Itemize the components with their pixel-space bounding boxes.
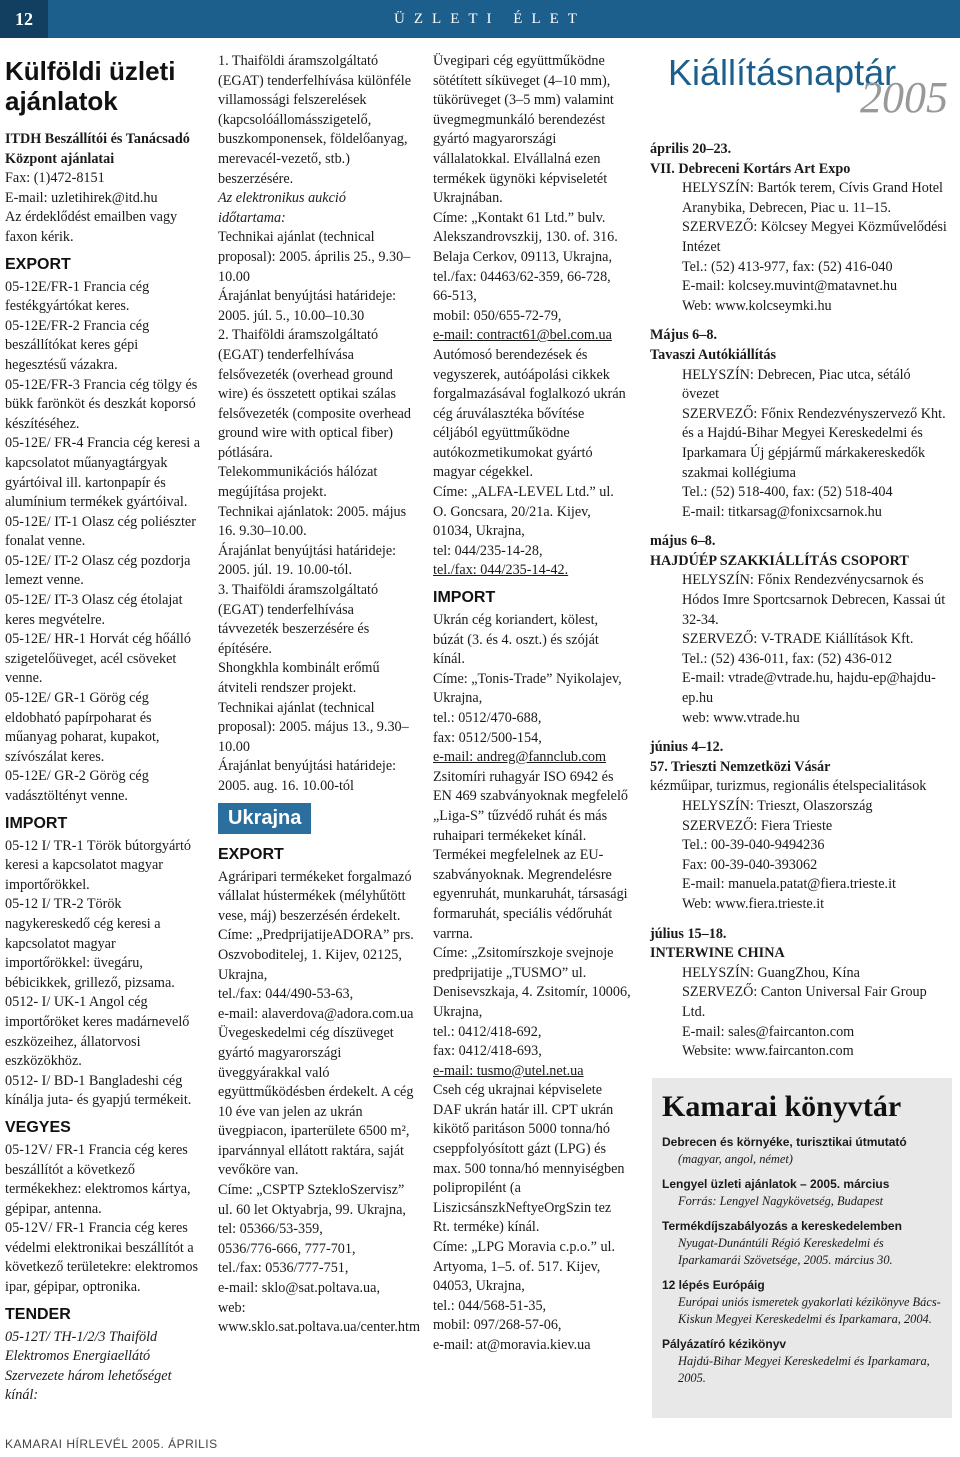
- paragraph: Üvegeskedelmi cég díszüveget gyártó magyarországi üveggyárakkal való együttműködésben érdekelt. A cég 10 éve van jelen az ukrán üvegpiacon, iparterülete 6500 m², iparvánnyal ellátott raktára, saját vevőköre van.: [218, 1025, 414, 1179]
- paragraph: 05-12V/ FR-1 Francia cég keres védelmi elektronikai beszállítót a következő területekre: elektromos ipar, gépipar, optronika.: [5, 1220, 199, 1296]
- paragraph: Tel.: (52) 413-977, fax: (52) 416-040: [682, 258, 893, 275]
- paragraph: Árajánlat benyújtási határideje: 2005. júl. 19. 10.00-tól.: [218, 542, 397, 579]
- country-banner: Ukrajna: [218, 803, 311, 834]
- paragraph: VII. Debreceni Kortárs Art Expo: [650, 160, 851, 177]
- paragraph: Autómosó berendezések és vegyszerek, autóápolási cikkek forgalmazásával foglalkozó ukrán cég áruválasztéka bővítése céljából együttműködne autókozmetikumokat gyártó magyar cégekkel.: [433, 346, 626, 481]
- paragraph: Május 6–8.: [650, 327, 717, 344]
- col3-body: [433, 52, 631, 1356]
- library-item-source: Forrás: Lengyel Nagykövetség, Budapest: [678, 1194, 884, 1208]
- calendar-heading: [650, 52, 950, 130]
- paragraph: fax: 0512/500-154,: [433, 729, 542, 746]
- paragraph: INTERWINE CHINA: [650, 945, 785, 962]
- library-item: [652, 1277, 952, 1328]
- paragraph: Címe: „Zsitomírszkoje svejnoje predprijatije „TUSMO” ul. Denisevszkaja, 4. Zsitomír, 10006, Ukrajna,: [433, 945, 631, 1020]
- paragraph: Tel.: (52) 518-400, fax: (52) 518-404: [682, 484, 893, 501]
- library-item-name: Termékdíjszabályozás a kereskedelemben: [662, 1219, 902, 1233]
- paragraph: SZERVEZŐ: Fiera Trieste: [682, 817, 833, 834]
- paragraph: SZERVEZŐ: Canton Universal Fair Group Ltd.: [682, 984, 927, 1020]
- paragraph: 05-12E/ GR-1 Görög cég eldobható papírpoharat és műanyag poharat, kupakot, szívószálat keres.: [5, 690, 160, 765]
- paragraph: tel./fax: 044/235-14-42.: [433, 562, 569, 579]
- col2-body: [218, 52, 420, 1338]
- column-foreign-offers: [5, 52, 201, 1406]
- paragraph: 0536/776-666, 777-701,: [218, 1240, 356, 1257]
- paragraph: Címe: „Kontakt 61 Ltd.” bulv. Alekszandrovszkij, 130. of. 316. Belaja Cerkov, 09113, Ukrajna,: [433, 209, 618, 265]
- section-heading: TENDER: [5, 1305, 71, 1323]
- page-number: 12: [0, 0, 48, 38]
- paragraph: e-mail: alaverdova@adora.com.ua: [218, 1005, 414, 1022]
- column-tender-ukraine: [218, 52, 420, 1338]
- paragraph: tel.: 044/568-51-35,: [433, 1297, 547, 1314]
- library-item-name: Debrecen és környéke, turisztikai útmutató: [662, 1135, 907, 1149]
- paragraph: e-mail: at@moravia.kiev.ua: [433, 1337, 591, 1353]
- paragraph: E-mail: sales@faircanton.com: [682, 1023, 855, 1040]
- footer: KAMARAI HÍRLEVÉL 2005. ÁPRILIS: [5, 1437, 218, 1451]
- library-item-source: (magyar, angol, német): [678, 1152, 793, 1166]
- paragraph: E-mail: titkarsag@fonixcsarnok.hu: [682, 503, 882, 520]
- paragraph: július 15–18.: [650, 925, 727, 942]
- paragraph: Az elektronikus aukció időtartama:: [218, 190, 346, 226]
- paragraph: web: www.sklo.sat.poltava.ua/center.htm: [218, 1299, 420, 1336]
- paragraph: május 6–8.: [650, 533, 716, 550]
- paragraph: HELYSZÍN: Debrecen, Piac utca, sétáló övezet: [682, 366, 911, 403]
- library-item-source: Nyugat-Dunántúli Régió Kereskedelmi és Iparkamarái Szövetsége, 2005. március 30.: [678, 1236, 893, 1267]
- library-item-name: Lengyel üzleti ajánlatok – 2005. március: [662, 1177, 890, 1191]
- paragraph: 05-12T/ TH-1/2/3 Thaiföld Elektromos Energiaellátó Szervezete három lehetőséget kínál:: [5, 1328, 172, 1404]
- section-heading: VEGYES: [5, 1118, 71, 1136]
- paragraph: 05-12E/ HR-1 Horvát cég hőálló szigetelőüveget, acél csöveket venne.: [5, 631, 191, 687]
- paragraph: Árajánlat benyújtási határideje: 2005. júl. 5., 10.00–10.30: [218, 288, 397, 324]
- paragraph: 1. Thaiföldi áramszolgáltató (EGAT) tenderfelhívása különféle villamossági felszerelések (kapcsolóállomásszigetelő, buszkomponensek, földelőanyag, merevacél-vezető, stb.) beszerzésére.: [218, 53, 412, 187]
- paragraph: tel./fax: 0536/777-751,: [218, 1260, 349, 1277]
- paragraph: Tel.: (52) 436-011, fax: (52) 436-012: [682, 650, 893, 667]
- paragraph: E-mail: uzletihirek@itd.hu: [5, 189, 158, 206]
- paragraph: e-mail: andreg@fannclub.com: [433, 749, 607, 766]
- paragraph: Címe: „PredprijatijeADORA” prs. Oszvoboditelej, 1. Kijev, 02125, Ukrajna,: [218, 927, 414, 983]
- paragraph: HAJDÚÉP SZAKKIÁLLÍTÁS CSOPORT: [650, 552, 909, 569]
- paragraph: HELYSZÍN: Trieszt, Olaszország: [682, 798, 873, 814]
- paragraph: Zsitomíri ruhagyár ISO 6942 és EN 469 szabványoknak megfelelő „Liga-S” tűzvédő ruhát és más ruhaipari termékeket kínál. Termékei megfelelnek az EU-szabványoknak. Megrendelésre egyenruhát, munkaruhát, társasági formaruhát, speciális védőruhát varrna.: [433, 768, 629, 942]
- paragraph: Cseh cég ukrajnai képviselete DAF ukrán határ ill. CPT ukrán kikötő paritáson 5000 tonna/hó cseppfolyósított gázt (LPG) és max. 500 tonna/hó mennyiségben polipropilént (a LiszicsánszkNeftyeOrgSzin tez Rt. terméke) kínál.: [433, 1082, 625, 1236]
- library-item-source: Európai uniós ismeretek gyakorlati kézikönyve Bács-Kiskun Megyei Kereskedelmi és Iparkamara, 2004.: [678, 1295, 941, 1326]
- paragraph: 05-12 I/ TR-2 Török nagykereskedő cég keresi a kapcsolatot magyar importőrökkel: üvegáru, bébicikkek, grillező, pizsama.: [5, 896, 175, 991]
- paragraph: e-mail: sklo@sat.poltava.ua,: [218, 1280, 380, 1297]
- paragraph: 05-12V/ FR-1 Francia cég keres beszállítót a következő termékekhez: elektromos kártya, gépipar, antenna.: [5, 1141, 191, 1217]
- section-heading: IMPORT: [5, 814, 68, 832]
- paragraph: Ukrán cég koriandert, kölest, búzát (3. és 4. oszt.) és szóját kínál.: [433, 612, 599, 668]
- paragraph: SZERVEZŐ: V-TRADE Kiállítások Kft.: [682, 631, 914, 648]
- paragraph: HELYSZÍN: GuangZhou, Kína: [682, 964, 860, 981]
- calendar-title: Kiállításnaptár: [668, 52, 897, 93]
- paragraph: 0512- I/ BD-1 Bangladeshi cég kínálja juta- és gyapjú termékeit.: [5, 1072, 192, 1109]
- calendar-year: 2005: [860, 73, 948, 122]
- paragraph: tel.: 0412/418-692,: [433, 1023, 542, 1040]
- paragraph: Technikai ajánlatok: 2005. május 16. 9.30–10.00.: [218, 503, 407, 540]
- paragraph: E-mail: manuela.patat@fiera.trieste.it: [682, 876, 896, 893]
- paragraph: 05-12E/ FR-4 Francia cég keresi a kapcsolatot műanyagtárgyak gyártóival ill. kartonpapír és alumínium termékek gyártóival.: [5, 435, 201, 511]
- paragraph: E-mail: kolcsey.muvint@matavnet.hu: [682, 278, 898, 295]
- paragraph: Web: www.fiera.trieste.it: [682, 895, 825, 912]
- section-heading: [218, 797, 416, 838]
- paragraph: mobil: 050/655-72-79,: [433, 307, 562, 324]
- paragraph: ITDH Beszállítói és Tanácsadó Központ ajánlatai: [5, 131, 190, 167]
- paragraph: Címe: „LPG Moravia c.p.o.” ul. Artyoma, 1–5. of. 517. Kijev, 04053, Ukrajna,: [433, 1239, 616, 1295]
- library-items: [652, 1134, 952, 1387]
- library-item-source: Hajdú-Bihar Megyei Kereskedelmi és Iparkamara, 2005.: [678, 1354, 930, 1385]
- col4-body: [650, 140, 950, 1062]
- library-title: Kamarai könyvtár: [662, 1090, 902, 1123]
- paragraph: 05-12E/ GR-2 Görög cég vadásztöltényt venne.: [5, 768, 149, 804]
- header-bar: [0, 0, 960, 38]
- paragraph: június 4–12.: [650, 739, 724, 756]
- library-item-name: Pályázatíró kézikönyv: [662, 1337, 787, 1351]
- paragraph: tel./fax: 044/490-53-63,: [218, 986, 354, 1003]
- paragraph: Címe: „Tonis-Trade” Nyikolajev, Ukrajna,: [433, 670, 622, 707]
- paragraph: SZERVEZŐ: Kölcsey Megyei Közművelődési Intézet: [682, 219, 947, 255]
- paragraph: e-mail: contract61@bel.com.ua: [433, 327, 612, 344]
- paragraph: e-mail: tusmo@utel.net.ua: [433, 1062, 584, 1079]
- paragraph: Technikai ajánlat (technical proposal): 2005. április 25., 9.30–10.00: [218, 229, 411, 285]
- paragraph: Fax: 00-39-040-393062: [682, 856, 818, 873]
- library-item-name: 12 lépés Európáig: [662, 1278, 765, 1292]
- paragraph: 05-12E/FR-1 Francia cég festékgyártókat keres.: [5, 278, 150, 315]
- paragraph: Tel.: 00-39-040-9494236: [682, 837, 825, 854]
- paragraph: Árajánlat benyújtási határideje: 2005. aug. 16. 10.00-tól: [218, 758, 397, 794]
- paragraph: 05-12E/ IT-3 Olasz cég étolajat keres megvételre.: [5, 592, 183, 628]
- paragraph: 05-12E/ IT-1 Olasz cég poliészter fonalat venne.: [5, 513, 196, 550]
- section-heading: IMPORT: [433, 589, 496, 607]
- section-heading: EXPORT: [218, 845, 284, 863]
- paragraph: tel./fax: 04463/62-359, 66-728, 66-513,: [433, 268, 611, 305]
- paragraph: Web: www.kolcseymki.hu: [682, 297, 832, 314]
- paragraph: Technikai ajánlat (technical proposal): 2005. május 13., 9.30–10.00: [218, 699, 409, 755]
- library-item: [652, 1336, 952, 1387]
- paragraph: Website: www.faircanton.com: [682, 1043, 854, 1060]
- column-exhibition-calendar: [650, 52, 950, 1062]
- paragraph: Telekommunikációs hálózat megújítása projekt.: [218, 464, 378, 501]
- paragraph: 2. Thaiföldi áramszolgáltató (EGAT) tenderfelhívása felsővezeték (overhead ground wire) és összetett optikai szálas felsővezeték (composite overhead ground wire with optical fiber) pótlására.: [218, 327, 412, 461]
- col1-body: [5, 130, 201, 1406]
- paragraph: 05-12E/FR-3 Francia cég tölgy és bükk farönköt és deszkát koporsó készítéséhez.: [5, 376, 198, 432]
- paragraph: Fax: (1)472-8151: [5, 170, 105, 187]
- paragraph: Üvegipari cég együttműködne sötétített síküveget (4–10 mm), tükörüveget (3–5 mm) valamint üvegmegmunkáló berendezést gyártó magyarországi vállalatokkal. Elvállalná ezen termékek ügynöki képviseletét Ukrajnában.: [433, 53, 614, 207]
- library-item: [652, 1176, 952, 1210]
- paragraph: 3. Thaiföldi áramszolgáltató (EGAT) tenderfelhívása távvezeték beszerzésére és építésére.: [218, 582, 379, 657]
- column-ukraine-offers: [433, 52, 631, 1356]
- section-heading: EXPORT: [5, 255, 71, 273]
- paragraph: tel.: 0512/470-688,: [433, 710, 542, 726]
- paragraph: 57. Trieszti Nemzetközi Vásár: [650, 758, 831, 775]
- paragraph: HELYSZÍN: Főnix Rendezvénycsarnok és Hódos Imre Sportcsarnok Debrecen, Kassai út 32-34.: [682, 572, 946, 628]
- paragraph: Az érdeklődést emailben vagy faxon kérik.: [5, 209, 178, 245]
- article-title: Külföldi üzleti ajánlatok: [5, 56, 176, 116]
- paragraph: web: www.vtrade.hu: [682, 709, 800, 726]
- paragraph: SZERVEZŐ: Főnix Rendezvényszervező Kht. és a Hajdú-Bihar Megyei Kereskedelmi és Iparkamara Új gépjármű márkakereskedők szakmai kollégiuma: [682, 405, 946, 481]
- paragraph: Shongkhla kombinált erőmű átviteli rendszer projekt.: [218, 660, 380, 696]
- paragraph: tel: 05366/53-359,: [218, 1221, 323, 1238]
- section-title: ÜZLETI ÉLET: [394, 11, 586, 27]
- paragraph: E-mail: vtrade@vtrade.hu, hajdu-ep@hajdu-ep.hu: [682, 670, 936, 707]
- library-item: [652, 1134, 952, 1168]
- chamber-library-box: [652, 1078, 952, 1418]
- paragraph: tel: 044/235-14-28,: [433, 542, 543, 559]
- paragraph: Címe: „ALFA-LEVEL Ltd.” ul. O. Goncsara, 20/21a. Kijev, 01034, Ukrajna,: [433, 484, 614, 540]
- paragraph: kézműipar, turizmus, regionális ételspecialitások: [650, 778, 927, 795]
- paragraph: Címe: „CSPTP SztekloSzervisz” ul. 60 let Oktyabrja, 99. Ukrajna,: [218, 1182, 406, 1218]
- library-item: [652, 1218, 952, 1269]
- paragraph: április 20–23.: [650, 141, 732, 157]
- paragraph: 05-12E/ IT-2 Olasz cég pozdorja lemezt venne.: [5, 552, 191, 589]
- paragraph: Agráripari termékeket forgalmazó vállalat hústermékek (mélyhűtött vese, máj) beszerzésén érdekelt.: [218, 868, 412, 924]
- paragraph: HELYSZÍN: Bartók terem, Cívis Grand Hotel Aranybika, Debrecen, Piac u. 11–15.: [682, 180, 943, 216]
- paragraph: 05-12 I/ TR-1 Török bútorgyártó keresi a kapcsolatot magyar importőrökkel.: [5, 837, 191, 893]
- paragraph: Tavaszi Autókiállítás: [650, 346, 777, 363]
- paragraph: mobil: 097/268-57-06,: [433, 1317, 562, 1334]
- paragraph: 0512- I/ UK-1 Angol cég importőröket keres madárnevelő eszközeihez, állatorvosi eszközökhöz.: [5, 994, 190, 1070]
- paragraph: fax: 0412/418-693,: [433, 1043, 542, 1060]
- paragraph: 05-12E/FR-2 Francia cég beszállítókat keres gépi hegesztésű vázakra.: [5, 317, 150, 373]
